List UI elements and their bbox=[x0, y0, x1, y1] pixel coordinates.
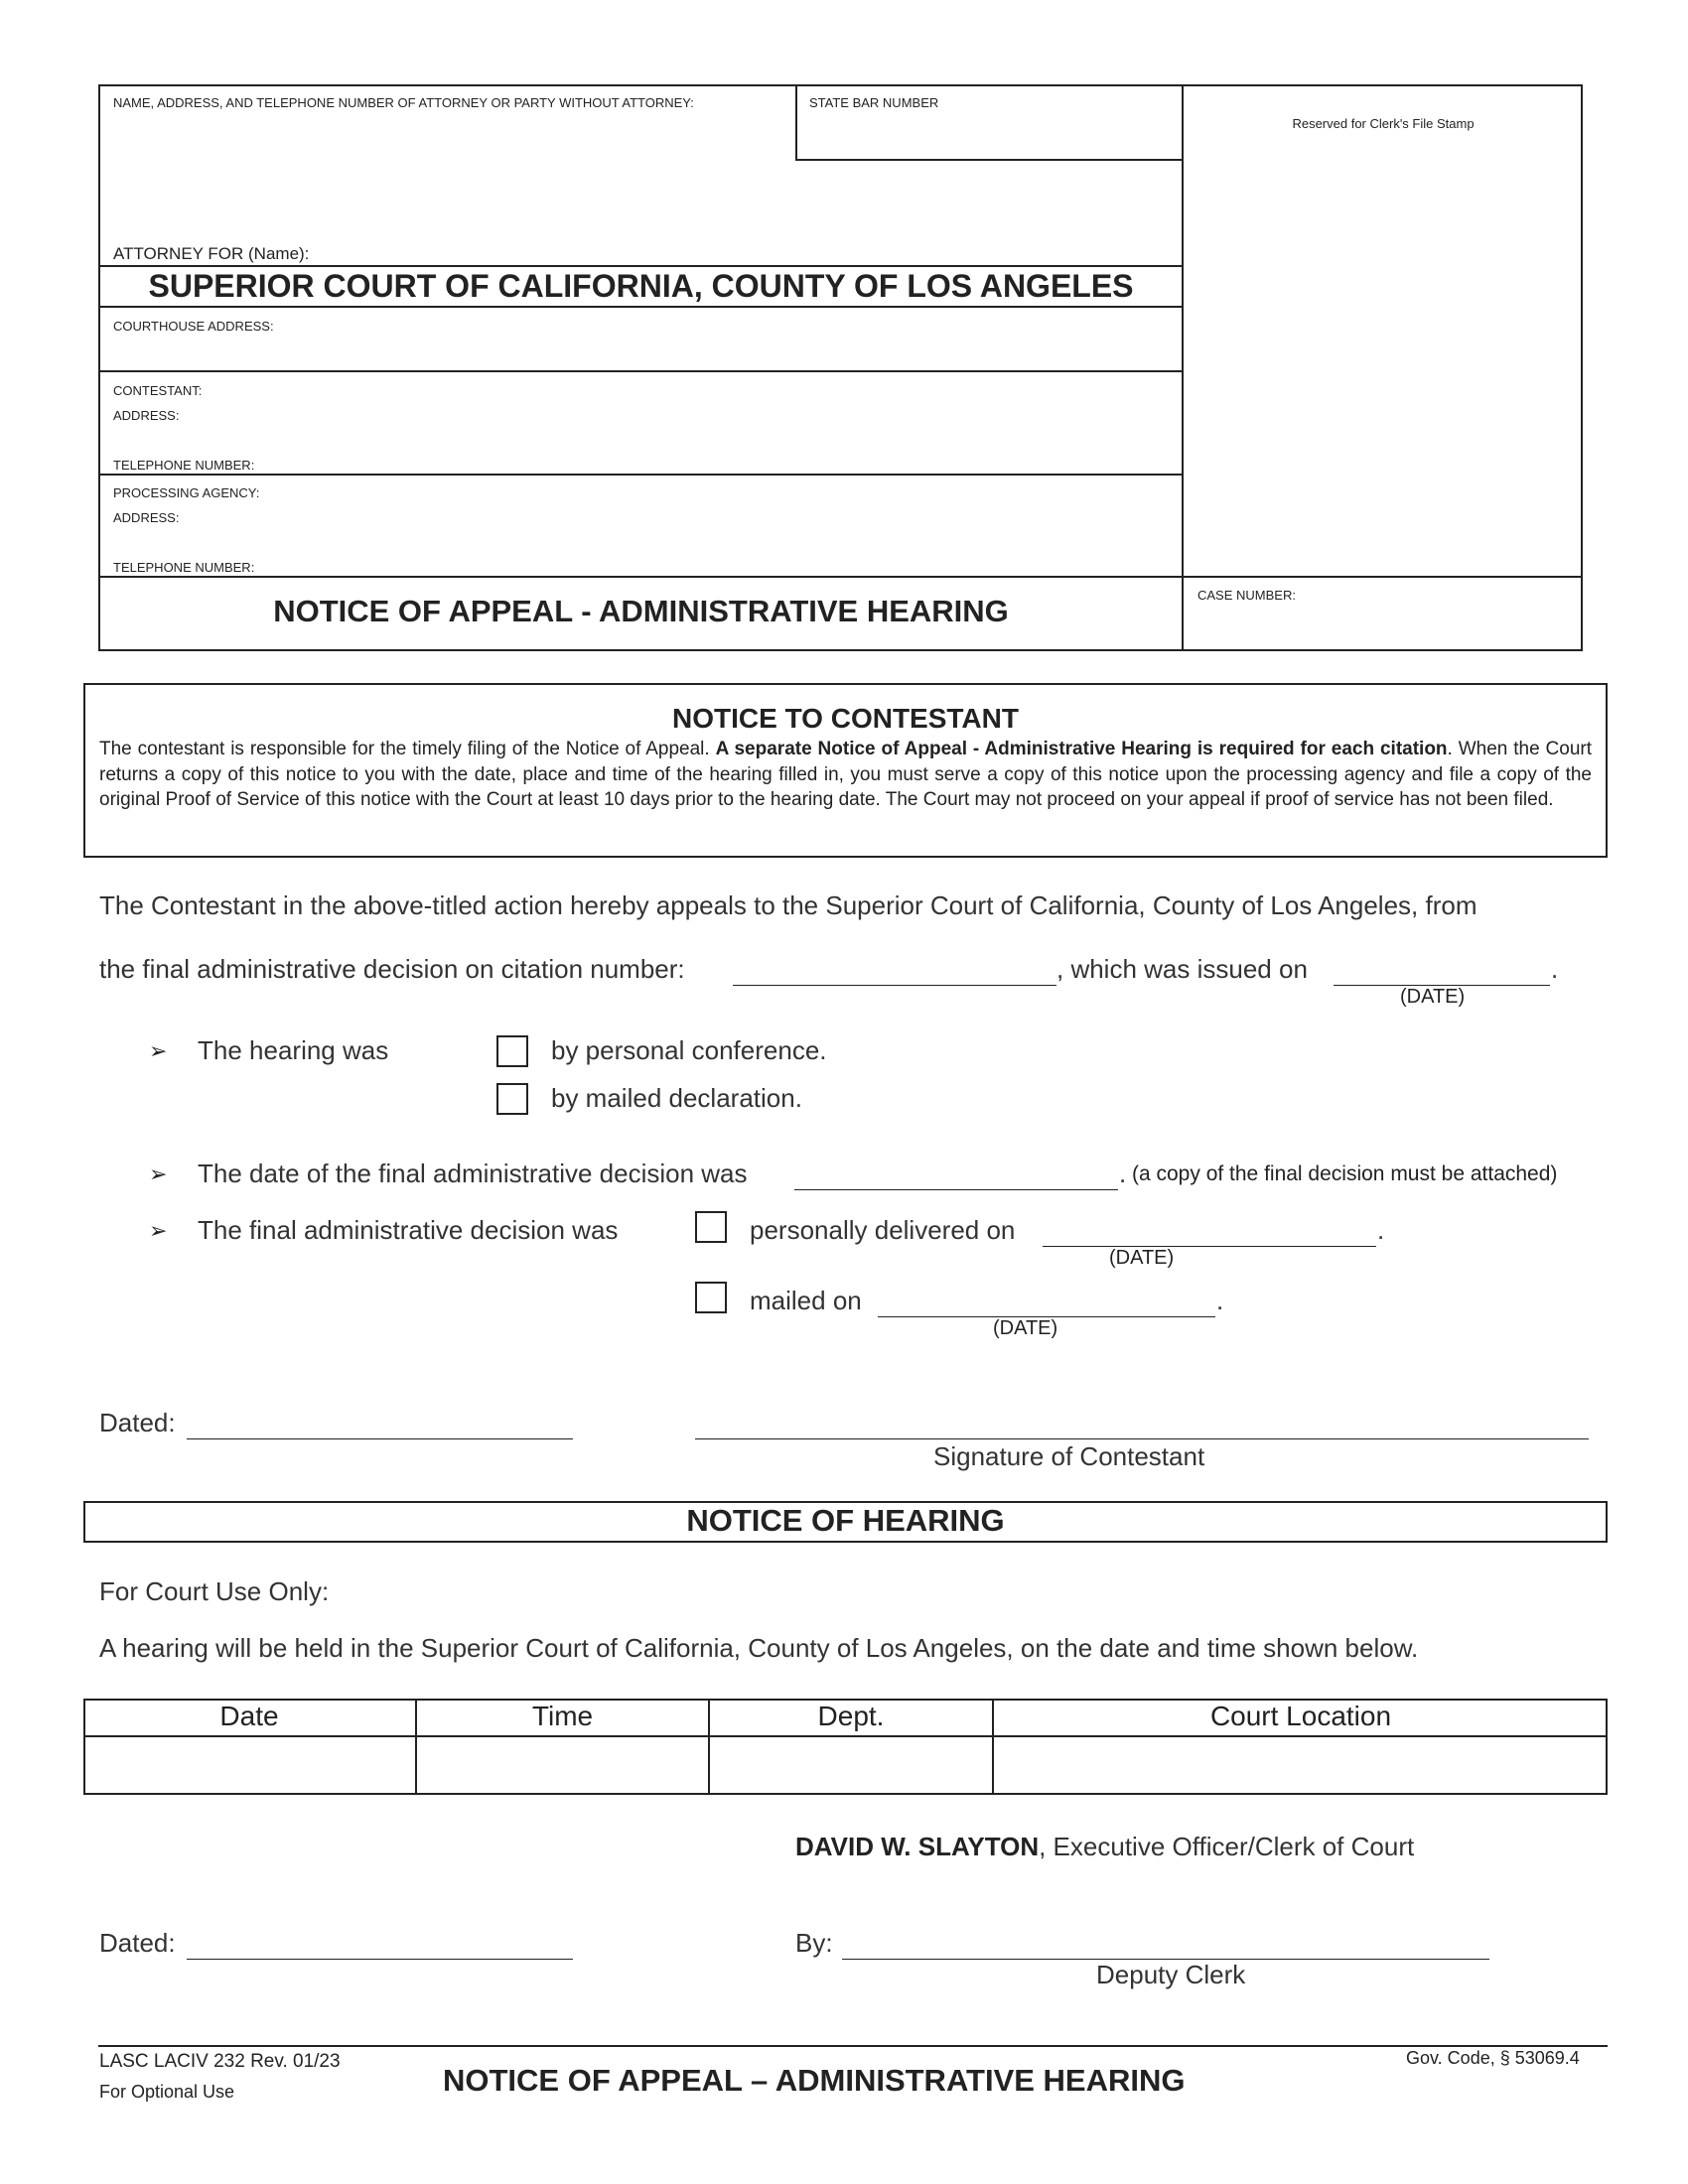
clerk-stamp-label: Reserved for Clerk's File Stamp bbox=[1292, 116, 1475, 131]
personally-delivered-date-field[interactable] bbox=[1043, 1246, 1376, 1247]
signature-label: Signature of Contestant bbox=[933, 1441, 1205, 1471]
footer-title: NOTICE OF APPEAL – ADMINISTRATIVE HEARING bbox=[443, 2063, 1186, 2098]
notice-text-part2: . When the Court returns a copy of this notice to you with the date, place and time of the hearing filled in, you must serve a copy of this notice upon the processing agency and file a copy of the original Proof of Service of this notice with the Court at least 10 days prior to the hearing date. The Court may not proceed on your appeal if proof of service has not been filed. bbox=[99, 739, 1593, 810]
form-id: LASC LACIV 232 Rev. 01/23 bbox=[99, 2051, 341, 2072]
personally-delivered-period: . bbox=[1377, 1215, 1385, 1245]
notice-text-bold: A separate Notice of Appeal - Administrative Hearing is required for each citation bbox=[715, 739, 1448, 759]
clerk-signature-block bbox=[795, 1832, 1414, 1862]
personally-delivered-checkbox[interactable] bbox=[695, 1211, 727, 1243]
notice-text-part1: The contestant is responsible for the timely filing of the Notice of Appeal. bbox=[99, 739, 716, 759]
agency-phone-label: TELEPHONE NUMBER: bbox=[113, 560, 255, 575]
column-header-court-location: Court Location bbox=[1209, 1701, 1392, 1731]
agency-address-label: ADDRESS: bbox=[113, 510, 180, 525]
gov-code: Gov. Code, § 53069.4 bbox=[1406, 2048, 1580, 2068]
court-use-label: For Court Use Only: bbox=[99, 1576, 330, 1606]
courthouse-address-label: COURTHOUSE ADDRESS: bbox=[113, 319, 274, 334]
caption-divider bbox=[1182, 84, 1184, 651]
dated-field[interactable] bbox=[187, 1438, 573, 1439]
by-label: By: bbox=[795, 1928, 833, 1958]
mailed-declaration-label: by mailed declaration. bbox=[551, 1083, 802, 1113]
issued-on-label: , which was issued on bbox=[1056, 954, 1308, 984]
state-bar-label: STATE BAR NUMBER bbox=[809, 95, 939, 110]
clerk-dated-field[interactable] bbox=[187, 1959, 573, 1960]
notice-of-hearing-heading: NOTICE OF HEARING bbox=[686, 1503, 1005, 1538]
court-name: SUPERIOR COURT OF CALIFORNIA, COUNTY OF LOS ANGELES bbox=[148, 268, 1134, 304]
column-header-dept: Dept. bbox=[817, 1701, 885, 1731]
decision-was-label: The final administrative decision was bbox=[198, 1215, 619, 1245]
citation-label: the final administrative decision on citation number: bbox=[99, 954, 685, 984]
rule-court bbox=[98, 265, 1184, 267]
arrow-icon: ➢ bbox=[149, 1161, 168, 1186]
issued-date-caption: (DATE) bbox=[1400, 986, 1466, 1008]
hearing-statement: A hearing will be held in the Superior Court of California, County of Los Angeles, on the date and time shown below. bbox=[99, 1633, 1419, 1663]
mailed-declaration-checkbox[interactable] bbox=[496, 1083, 528, 1115]
agency-label: PROCESSING AGENCY: bbox=[113, 485, 260, 500]
contestant-phone-label: TELEPHONE NUMBER: bbox=[113, 458, 255, 473]
signature-field[interactable] bbox=[695, 1438, 1589, 1439]
issued-period: . bbox=[1551, 954, 1559, 984]
form-title: NOTICE OF APPEAL - ADMINISTRATIVE HEARING bbox=[273, 594, 1009, 628]
clerk-dated-label: Dated: bbox=[99, 1928, 176, 1958]
rule-title bbox=[98, 576, 1583, 578]
hearing-date-cell[interactable] bbox=[85, 1737, 415, 1793]
decision-date-period: . bbox=[1119, 1159, 1127, 1188]
state-bar-divider bbox=[795, 84, 797, 161]
appeal-line1: The Contestant in the above-titled action hereby appeals to the Superior Court of California, County of Los Angeles, from bbox=[99, 890, 1477, 920]
hearing-was-label: The hearing was bbox=[198, 1035, 389, 1065]
mailed-on-label: mailed on bbox=[750, 1286, 862, 1315]
decision-date-field[interactable] bbox=[794, 1189, 1118, 1190]
contestant-address-label: ADDRESS: bbox=[113, 408, 180, 423]
mailed-on-checkbox[interactable] bbox=[695, 1282, 727, 1313]
arrow-icon: ➢ bbox=[149, 1218, 168, 1243]
state-bar-bottom bbox=[795, 159, 1184, 161]
arrow-icon: ➢ bbox=[149, 1038, 168, 1063]
deputy-clerk-label: Deputy Clerk bbox=[1096, 1960, 1246, 1989]
contestant-label: CONTESTANT: bbox=[113, 383, 203, 398]
case-number-label: CASE NUMBER: bbox=[1197, 588, 1296, 603]
footer-rule bbox=[98, 2045, 1608, 2047]
rule-contestant bbox=[98, 370, 1184, 372]
mailed-date-caption: (DATE) bbox=[993, 1317, 1058, 1339]
hearing-location-cell[interactable] bbox=[994, 1737, 1606, 1793]
optional-use: For Optional Use bbox=[99, 2082, 235, 2102]
dated-label: Dated: bbox=[99, 1408, 176, 1437]
personal-conference-checkbox[interactable] bbox=[496, 1035, 528, 1067]
delivered-date-caption: (DATE) bbox=[1109, 1247, 1175, 1269]
decision-date-label: The date of the final administrative decision was bbox=[198, 1159, 748, 1188]
attorney-for-label: ATTORNEY FOR (Name): bbox=[113, 244, 310, 263]
citation-number-field[interactable] bbox=[733, 985, 1056, 986]
clerk-name: DAVID W. SLAYTON bbox=[795, 1832, 1040, 1861]
rule-agency bbox=[98, 474, 1184, 476]
copy-attached-note: (a copy of the final decision must be attached) bbox=[1132, 1162, 1558, 1185]
notice-to-contestant-text bbox=[99, 737, 1592, 813]
hearing-time-cell[interactable] bbox=[417, 1737, 708, 1793]
column-header-date: Date bbox=[219, 1701, 279, 1731]
notice-to-contestant-heading: NOTICE TO CONTESTANT bbox=[672, 703, 1019, 734]
personally-delivered-label: personally delivered on bbox=[750, 1215, 1016, 1245]
mailed-on-period: . bbox=[1216, 1286, 1224, 1315]
clerk-title: , Executive Officer/Clerk of Court bbox=[1039, 1832, 1415, 1861]
column-header-time: Time bbox=[531, 1701, 594, 1731]
attorney-label: NAME, ADDRESS, AND TELEPHONE NUMBER OF ATTORNEY OR PARTY WITHOUT ATTORNEY: bbox=[113, 95, 694, 110]
hearing-dept-cell[interactable] bbox=[710, 1737, 992, 1793]
rule-courthouse bbox=[98, 306, 1184, 308]
caption-box bbox=[98, 84, 1583, 651]
personal-conference-label: by personal conference. bbox=[551, 1035, 827, 1065]
